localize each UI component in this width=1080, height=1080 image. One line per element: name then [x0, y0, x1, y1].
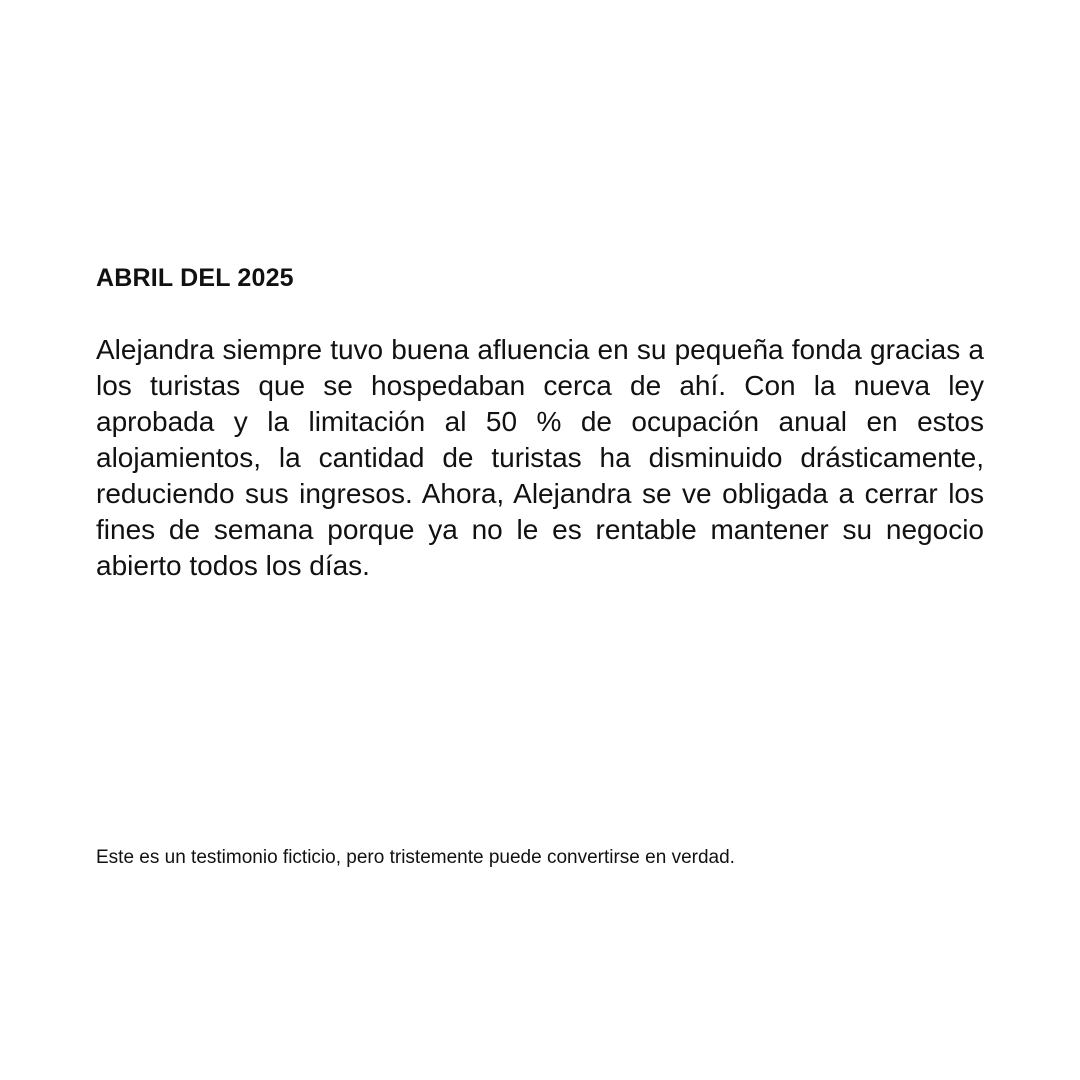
date-heading: ABRIL DEL 2025: [96, 264, 294, 292]
testimonial-story: Alejandra siempre tuvo buena afluencia en su pequeña fonda gracias a los turistas que se hospedaban cerca de ahí. Con la nueva ley aprobada y la limitación al 50 % de ocupación anual en estos alojamientos, la cantidad de turistas ha disminuido drásticamente, reduciendo sus ingresos. Ahora, Alejandra se ve obligada a cerrar los fines de semana porque ya no le es rentable mantener su negocio abierto todos los días.: [96, 334, 984, 581]
disclaimer-note: Este es un testimonio ficticio, pero tristemente puede convertirse en verdad.: [96, 847, 735, 868]
